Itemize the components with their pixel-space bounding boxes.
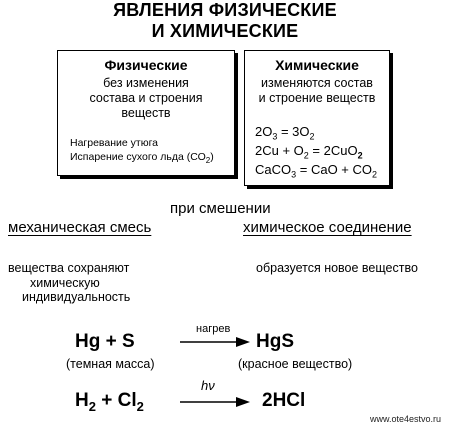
chemical-equation-copper: $2Cu + O_2 = 2CuO_2$	[255, 143, 363, 161]
physical-example-1: Нагревание утюга	[70, 137, 159, 149]
chemical-phenomena-box	[244, 50, 390, 186]
reaction1-arrow-label: нагрев	[196, 323, 231, 335]
reaction1-arrow-icon	[180, 336, 250, 348]
physical-desc-line2: состава и строения	[89, 91, 203, 105]
mixing-header: при смешении	[170, 200, 271, 217]
physical-heading: Физические	[104, 57, 188, 73]
mixture-desc-line1: вещества сохраняют	[8, 261, 130, 275]
mechanical-mixture-term: механическая смесь	[8, 219, 152, 236]
physical-example-2: Испарение сухого льда $(СО_2)$	[70, 151, 214, 166]
page-title-line2: И ХИМИЧЕСКИЕ	[151, 21, 299, 41]
reaction1-reactants: Hg + S	[75, 331, 135, 352]
chemical-equation-calcium: CaCO$_3$ = CaO + $CO_2$	[255, 162, 378, 180]
chemical-desc-line1: изменяются состав	[261, 76, 373, 90]
chemical-heading: Химические	[275, 57, 359, 73]
chemical-desc-line2: и строение веществ	[258, 91, 376, 105]
watermark: www.ote4estvo.ru	[370, 414, 442, 424]
reaction2-arrow-icon	[180, 396, 250, 408]
chemical-compound-term: химическое соединение	[243, 219, 412, 236]
reaction1-reactants-note: (темная масса)	[66, 357, 155, 371]
physical-desc-line3: веществ	[121, 106, 171, 120]
mixture-desc-line3: индивидуальность	[22, 290, 131, 304]
physical-phenomena-box	[57, 50, 235, 176]
compound-desc: образуется новое вещество	[256, 261, 418, 275]
page-title-line1: ЯВЛЕНИЯ ФИЗИЧЕСКИЕ	[113, 0, 337, 20]
reaction1-product-note: (красное вещество)	[238, 357, 353, 371]
physical-desc-line1: без изменения	[103, 76, 189, 90]
reaction2-arrow-label: hν	[201, 378, 215, 393]
reaction2-product: 2HCl	[262, 390, 306, 411]
chemical-equation-ozone: $2O_3 = 3O_2$	[255, 124, 315, 142]
mixture-desc-line2: химическую	[30, 276, 100, 290]
reaction1-product: HgS	[256, 331, 294, 352]
reaction2-reactants: $H_2 + Cl_2$	[75, 390, 144, 414]
